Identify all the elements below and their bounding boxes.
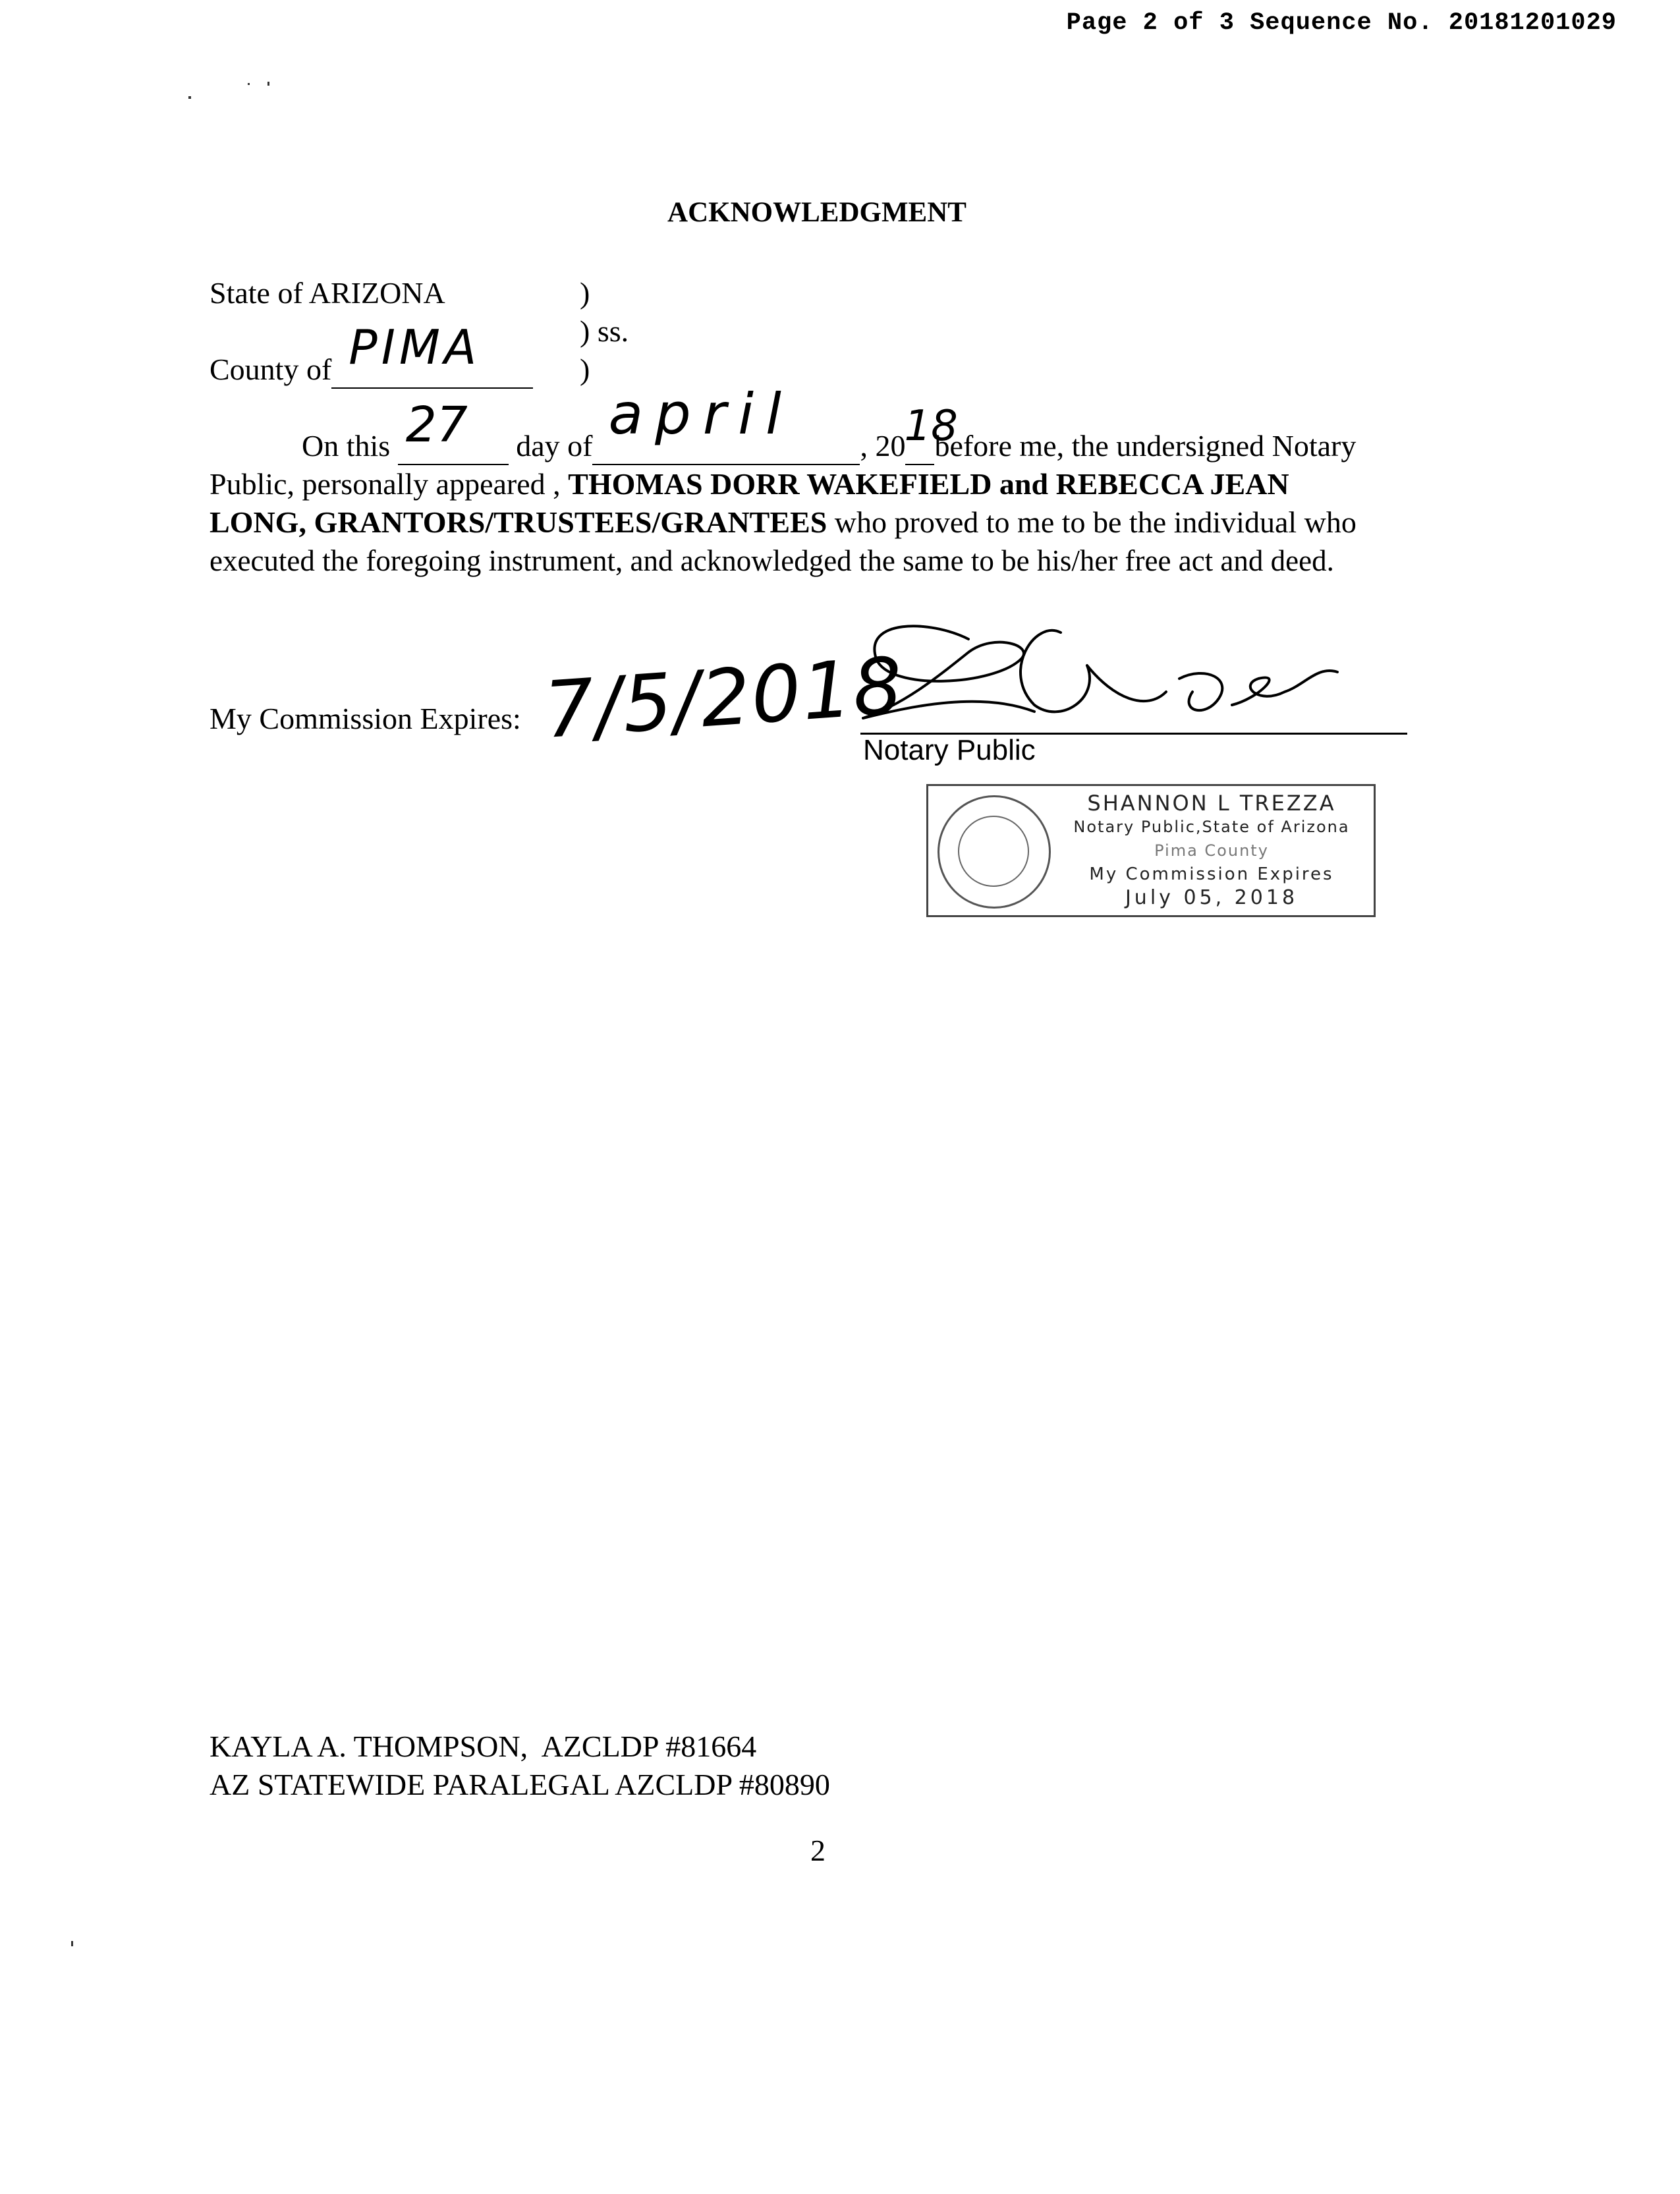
month-blank bbox=[592, 381, 860, 465]
venue-ss: ) ss. bbox=[580, 314, 629, 348]
year-blank bbox=[904, 402, 958, 465]
county-prefix: County of bbox=[210, 352, 332, 386]
ack-line-1: On this 27 day of april , 20 18 before me, the undersigned Notary bbox=[210, 427, 1415, 465]
page-sequence-header: Page 2 of 3 Sequence No. 20181201029 bbox=[1066, 9, 1617, 37]
state-seal-icon bbox=[938, 795, 1051, 909]
notary-stamp bbox=[926, 784, 1376, 917]
stamp-line-3: Pima County bbox=[1154, 841, 1269, 860]
county-handwritten: PIMA bbox=[349, 320, 481, 375]
stamp-line-5: July 05, 2018 bbox=[1125, 886, 1299, 909]
county-blank bbox=[331, 320, 533, 389]
signer-label: Notary Public bbox=[863, 734, 1036, 766]
year-handwritten: 18 bbox=[904, 402, 958, 451]
preparer-line-2: AZ STATEWIDE PARALEGAL AZCLDP #80890 bbox=[210, 1768, 830, 1801]
day-handwritten: 27 bbox=[405, 397, 468, 453]
scan-speck bbox=[267, 82, 269, 86]
day-blank bbox=[398, 397, 509, 465]
venue-paren-bottom: ) bbox=[580, 352, 590, 386]
stamp-name: SHANNON L TREZZA bbox=[1087, 791, 1336, 816]
document-title: ACKNOWLEDGMENT bbox=[667, 197, 966, 228]
ack-line-4: executed the foregoing instrument, and acknowledged the same to be his/her free act and deed. bbox=[210, 544, 1334, 577]
county-line bbox=[210, 320, 533, 389]
month-handwritten: april bbox=[608, 381, 793, 447]
preparer-line-1: KAYLA A. THOMPSON, AZCLDP #81664 bbox=[210, 1730, 757, 1763]
page-number: 2 bbox=[810, 1834, 826, 1867]
stamp-line-2: Notary Public,State of Arizona bbox=[1073, 818, 1350, 836]
stamp-line-4: My Commission Expires bbox=[1089, 864, 1334, 884]
commission-label: My Commission Expires: bbox=[210, 702, 521, 735]
ack-line-3: LONG, GRANTORS/TRUSTEES/GRANTEES who proved to me to be the individual who bbox=[210, 505, 1357, 539]
ack-line-2: Public, personally appeared , THOMAS DORR WAKEFIELD and REBECCA JEAN bbox=[210, 467, 1289, 501]
commission-date-handwritten: 7/5/2018 bbox=[541, 640, 907, 756]
stamp-text bbox=[1053, 791, 1370, 910]
state-line: State of ARIZONA bbox=[210, 276, 445, 310]
scan-speck bbox=[248, 83, 250, 85]
scan-speck bbox=[71, 1941, 73, 1946]
acknowledgment-paragraph bbox=[210, 381, 1415, 580]
scan-speck bbox=[188, 96, 191, 99]
venue-paren-top: ) bbox=[580, 276, 590, 310]
